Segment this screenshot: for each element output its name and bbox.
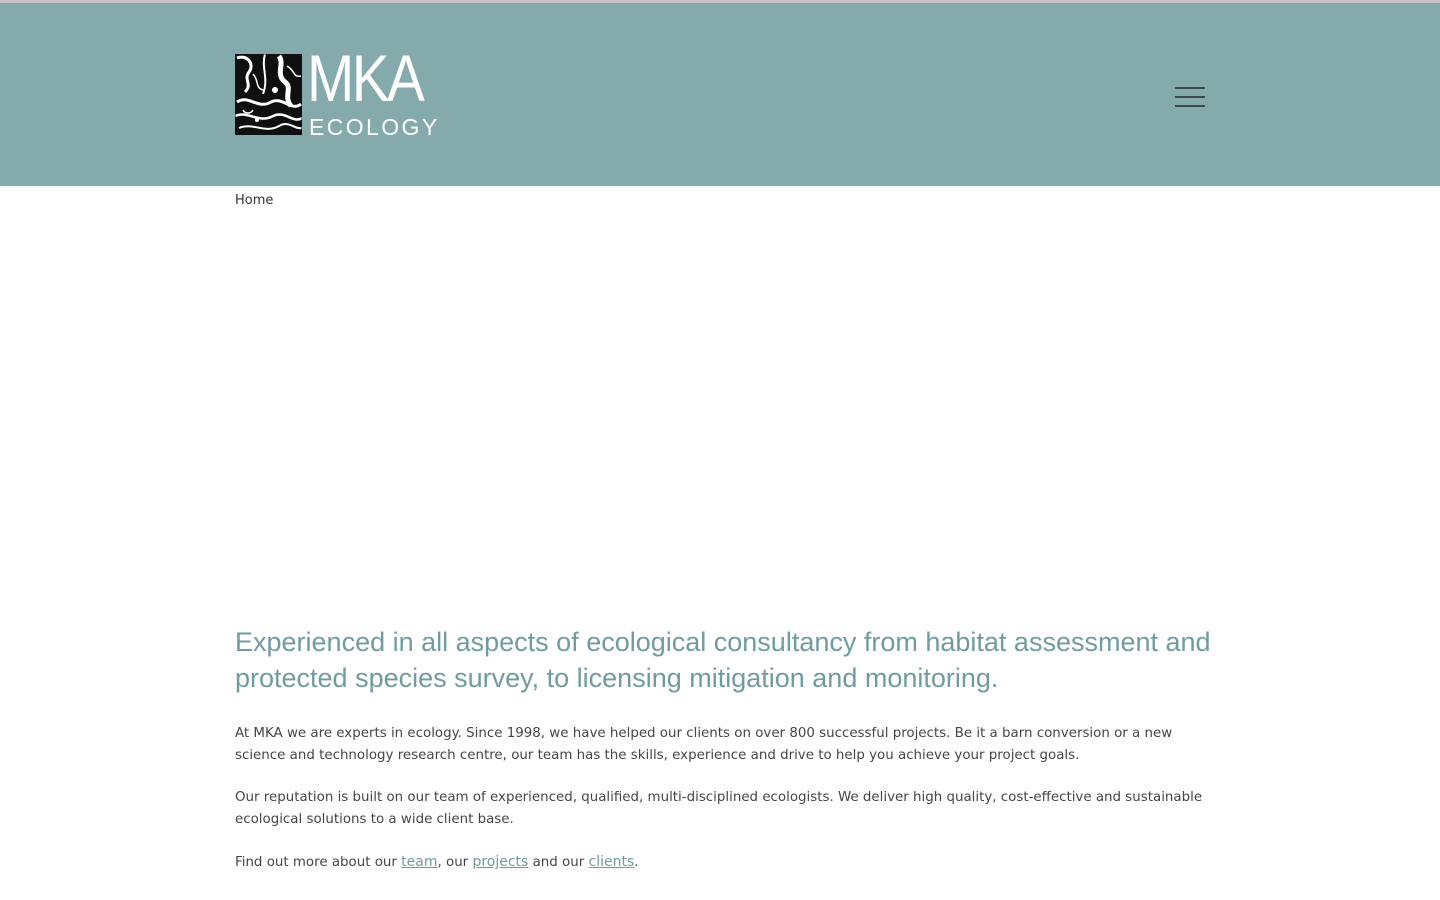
projects-link[interactable]: projects: [472, 854, 529, 870]
intro-paragraph-2: Our reputation is built on our team of experienced, qualified, multi-disciplined ecologists. We deliver high quality, cost-effective and sustainable ecological solutions to a wide client base.: [235, 790, 1203, 827]
logo-wordmark: MKA: [307, 41, 423, 115]
intro-headline: Experienced in all aspects of ecological consultancy from habitat assessment and protected species survey, to licensing mitigation and monitoring.: [235, 627, 1211, 693]
breadcrumb-home-link[interactable]: Home: [235, 193, 274, 208]
paragraph-3-suffix: .: [634, 855, 639, 870]
paragraph-3-separator-2: and our: [528, 855, 589, 870]
hamburger-menu-icon[interactable]: [1170, 83, 1210, 113]
hero-area: [235, 225, 1205, 605]
team-link[interactable]: team: [401, 854, 438, 870]
paragraph-3-prefix: Find out more about our: [235, 855, 402, 870]
intro-paragraph-1: At MKA we are experts in ecology. Since 1998, we have helped our clients on over 800 successful projects. Be it a barn conversion or a new science and technology research centre, our team has the skills, experience and drive to help you achieve your project goals.: [235, 726, 1173, 763]
clients-link[interactable]: clients: [588, 854, 635, 870]
intro-paragraph-3: [235, 851, 1210, 874]
logo-pattern-icon: [235, 54, 302, 135]
site-header: [0, 3, 1440, 186]
breadcrumb: [235, 193, 273, 208]
paragraph-3-separator-1: , our: [437, 855, 473, 870]
logo-subtitle: ECOLOGY: [309, 114, 440, 140]
site-logo[interactable]: [235, 41, 445, 140]
